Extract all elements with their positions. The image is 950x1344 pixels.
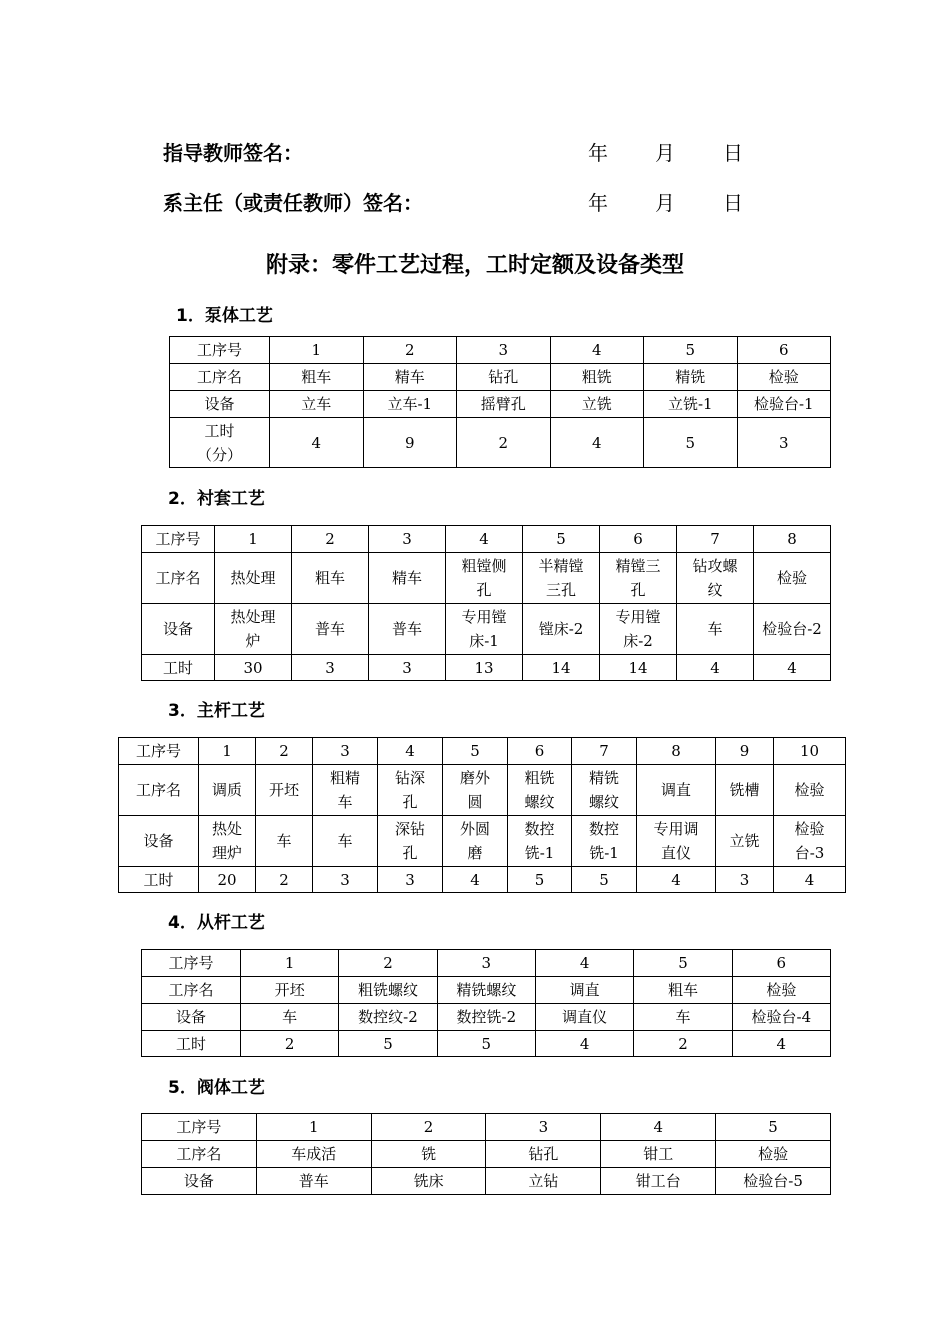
table-cell: 车 (634, 1004, 732, 1031)
table-cell: 6 (737, 337, 831, 364)
table-cell: 5 (572, 867, 637, 893)
row-label: 工时（分） (170, 418, 270, 468)
table-cell: 2 (256, 738, 313, 765)
table-cell: 检验台-2 (754, 604, 831, 655)
table-cell: 普车 (369, 604, 446, 655)
table-cell: 5 (716, 1114, 831, 1141)
table-cell: 开坯 (241, 977, 339, 1004)
section-heading-main-rod: 3．主杆工艺 (168, 701, 265, 721)
table-cell: 4 (443, 867, 508, 893)
table-row (170, 418, 831, 468)
row-label: 工序名 (142, 1141, 257, 1168)
table-cell: 14 (523, 655, 600, 681)
table-cell: 30 (215, 655, 292, 681)
table-cell: 1 (270, 337, 364, 364)
table-cell: 5 (443, 738, 508, 765)
table-row (170, 337, 831, 364)
table-cell: 检验台-5 (716, 1168, 831, 1195)
table-cell: 钳工 (601, 1141, 716, 1168)
advisor-date-month: 月 (655, 141, 675, 165)
table-cell: 数控铣-1 (508, 816, 572, 867)
table-row (119, 816, 846, 867)
table-cell: 钻孔 (457, 364, 551, 391)
table-cell: 2 (256, 867, 313, 893)
table-cell: 检验台-4 (732, 1004, 830, 1031)
table-cell: 外圆磨 (443, 816, 508, 867)
table-cell: 粗车 (270, 364, 364, 391)
table-cell: 铣床 (371, 1168, 486, 1195)
table-cell: 钻深孔 (378, 765, 443, 816)
process-table-valve-body (141, 1113, 831, 1195)
row-label: 工时 (119, 867, 199, 893)
director-date-month: 月 (655, 191, 675, 215)
advisor-date-year: 年 (588, 141, 608, 165)
process-table-pump-body (169, 336, 831, 468)
table-cell: 5 (644, 337, 738, 364)
table-cell: 5 (437, 1031, 535, 1057)
table-cell: 精铣螺纹 (437, 977, 535, 1004)
advisor-signature-label: 指导教师签名： (163, 141, 303, 165)
table-cell: 粗车 (292, 553, 369, 604)
table-cell: 3 (378, 867, 443, 893)
table-cell: 摇臂孔 (457, 391, 551, 418)
table-cell: 热处理炉 (215, 604, 292, 655)
table-cell: 13 (446, 655, 523, 681)
table-row (142, 1004, 831, 1031)
table-cell: 检验 (737, 364, 831, 391)
table-cell: 检验 (754, 553, 831, 604)
process-table-secondary-rod (141, 949, 831, 1057)
table-cell: 精镗三孔 (600, 553, 677, 604)
row-label: 工序名 (119, 765, 199, 816)
table-cell: 5 (644, 418, 738, 468)
table-cell: 6 (508, 738, 572, 765)
table-row (119, 738, 846, 765)
row-label: 工序名 (142, 553, 215, 604)
table-cell: 专用调直仪 (637, 816, 716, 867)
table-cell: 6 (600, 526, 677, 553)
table-cell: 8 (637, 738, 716, 765)
appendix-title: 附录：零件工艺过程，工时定额及设备类型 (265, 253, 684, 278)
table-cell: 4 (446, 526, 523, 553)
table-cell: 调直 (535, 977, 633, 1004)
table-cell: 4 (550, 418, 644, 468)
table-cell: 粗铣 (550, 364, 644, 391)
table-cell: 4 (270, 418, 364, 468)
table-cell: 3 (313, 867, 378, 893)
table-cell: 3 (437, 950, 535, 977)
advisor-date-day: 日 (723, 141, 743, 165)
table-cell: 粗铣螺纹 (339, 977, 437, 1004)
table-cell: 专用镗床-2 (600, 604, 677, 655)
table-cell: 热处理 (215, 553, 292, 604)
table-cell: 7 (677, 526, 754, 553)
table-cell: 车 (313, 816, 378, 867)
table-cell: 1 (215, 526, 292, 553)
section-heading-pump-body: 1．泵体工艺 (176, 306, 273, 326)
table-cell: 粗精车 (313, 765, 378, 816)
row-label: 设备 (170, 391, 270, 418)
table-row (142, 1141, 831, 1168)
section-heading-bushing: 2．衬套工艺 (168, 489, 265, 509)
table-cell: 半精镗三孔 (523, 553, 600, 604)
table-cell: 立铣 (716, 816, 774, 867)
table-cell: 精车 (363, 364, 457, 391)
row-label: 工序号 (119, 738, 199, 765)
table-cell: 4 (378, 738, 443, 765)
table-cell: 6 (732, 950, 830, 977)
table-cell: 检验台-1 (737, 391, 831, 418)
table-row (142, 526, 831, 553)
table-cell: 5 (523, 526, 600, 553)
table-cell: 钳工台 (601, 1168, 716, 1195)
table-cell: 3 (457, 337, 551, 364)
table-cell: 立钻 (486, 1168, 601, 1195)
table-row (142, 950, 831, 977)
table-cell: 专用镗床-1 (446, 604, 523, 655)
table-cell: 深钻孔 (378, 816, 443, 867)
table-cell: 车 (241, 1004, 339, 1031)
table-row (170, 391, 831, 418)
row-label: 工序号 (142, 950, 241, 977)
table-cell: 4 (774, 867, 846, 893)
table-cell: 调直 (637, 765, 716, 816)
table-cell: 普车 (256, 1168, 371, 1195)
table-cell: 20 (199, 867, 256, 893)
row-label: 设备 (119, 816, 199, 867)
process-table-main-rod (118, 737, 846, 893)
table-cell: 车 (677, 604, 754, 655)
row-label: 工序号 (142, 526, 215, 553)
table-cell: 铣槽 (716, 765, 774, 816)
table-cell: 1 (256, 1114, 371, 1141)
director-signature-label: 系主任（或责任教师）签名： (163, 191, 423, 215)
table-cell: 检验台-3 (774, 816, 846, 867)
row-label: 工序名 (170, 364, 270, 391)
table-cell: 数控铣-2 (437, 1004, 535, 1031)
table-cell: 检验 (732, 977, 830, 1004)
row-label: 工时 (142, 655, 215, 681)
table-cell: 4 (754, 655, 831, 681)
table-cell: 粗镗侧孔 (446, 553, 523, 604)
table-cell: 4 (550, 337, 644, 364)
process-table-bushing (141, 525, 831, 681)
row-label: 工时 (142, 1031, 241, 1057)
table-cell: 2 (241, 1031, 339, 1057)
table-cell: 4 (535, 1031, 633, 1057)
table-cell: 检验 (774, 765, 846, 816)
table-cell: 调质 (199, 765, 256, 816)
table-cell: 检验 (716, 1141, 831, 1168)
table-cell: 3 (313, 738, 378, 765)
table-cell: 钻攻螺纹 (677, 553, 754, 604)
table-cell: 开坯 (256, 765, 313, 816)
table-cell: 调直仪 (535, 1004, 633, 1031)
director-date-year: 年 (588, 191, 608, 215)
row-label: 工序号 (142, 1114, 257, 1141)
table-cell: 立车 (270, 391, 364, 418)
table-cell: 7 (572, 738, 637, 765)
table-cell: 车 (256, 816, 313, 867)
table-cell: 磨外圆 (443, 765, 508, 816)
table-cell: 2 (363, 337, 457, 364)
table-cell: 粗铣螺纹 (508, 765, 572, 816)
row-label: 设备 (142, 1004, 241, 1031)
table-cell: 3 (292, 655, 369, 681)
table-cell: 4 (535, 950, 633, 977)
table-row (142, 977, 831, 1004)
table-row (142, 1168, 831, 1195)
table-cell: 3 (369, 655, 446, 681)
table-cell: 3 (369, 526, 446, 553)
table-cell: 立铣 (550, 391, 644, 418)
table-cell: 热处理炉 (199, 816, 256, 867)
table-cell: 钻孔 (486, 1141, 601, 1168)
table-row (119, 765, 846, 816)
table-row (170, 364, 831, 391)
table-cell: 1 (241, 950, 339, 977)
table-cell: 5 (339, 1031, 437, 1057)
table-cell: 4 (732, 1031, 830, 1057)
table-cell: 精车 (369, 553, 446, 604)
table-cell: 3 (716, 867, 774, 893)
table-cell: 3 (737, 418, 831, 468)
table-cell: 精铣螺纹 (572, 765, 637, 816)
table-cell: 9 (363, 418, 457, 468)
table-cell: 4 (637, 867, 716, 893)
table-cell: 镗床-2 (523, 604, 600, 655)
table-cell: 2 (371, 1114, 486, 1141)
row-label: 设备 (142, 604, 215, 655)
table-cell: 4 (601, 1114, 716, 1141)
table-row (142, 1114, 831, 1141)
table-row (142, 655, 831, 681)
table-cell: 精铣 (644, 364, 738, 391)
table-cell: 数控纹-2 (339, 1004, 437, 1031)
table-cell: 5 (508, 867, 572, 893)
table-cell: 2 (457, 418, 551, 468)
table-row (142, 1031, 831, 1057)
table-cell: 数控铣-1 (572, 816, 637, 867)
section-heading-secondary-rod: 4．从杆工艺 (168, 913, 265, 933)
section-heading-valve-body: 5．阀体工艺 (168, 1078, 265, 1098)
table-cell: 立铣-1 (644, 391, 738, 418)
table-cell: 2 (339, 950, 437, 977)
row-label: 工序号 (170, 337, 270, 364)
table-cell: 立车-1 (363, 391, 457, 418)
table-cell: 车成活 (256, 1141, 371, 1168)
table-cell: 8 (754, 526, 831, 553)
table-cell: 10 (774, 738, 846, 765)
table-row (119, 867, 846, 893)
table-cell: 5 (634, 950, 732, 977)
row-label: 工序名 (142, 977, 241, 1004)
table-cell: 14 (600, 655, 677, 681)
table-cell: 2 (292, 526, 369, 553)
table-cell: 普车 (292, 604, 369, 655)
table-cell: 3 (486, 1114, 601, 1141)
table-cell: 粗车 (634, 977, 732, 1004)
table-row (142, 553, 831, 604)
table-cell: 2 (634, 1031, 732, 1057)
row-label: 设备 (142, 1168, 257, 1195)
table-cell: 铣 (371, 1141, 486, 1168)
director-date-day: 日 (723, 191, 743, 215)
table-cell: 4 (677, 655, 754, 681)
table-cell: 9 (716, 738, 774, 765)
table-row (142, 604, 831, 655)
table-cell: 1 (199, 738, 256, 765)
